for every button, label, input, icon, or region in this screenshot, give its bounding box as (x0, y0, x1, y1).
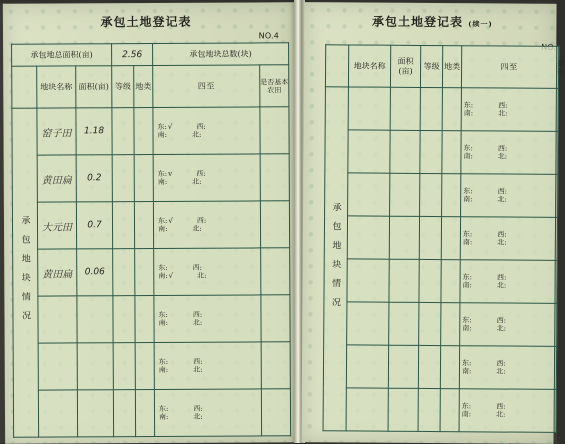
grade-cell (418, 345, 440, 388)
west-label: 西: (196, 170, 205, 178)
east-label: 东: (158, 264, 167, 272)
south-label: 南: (463, 152, 472, 160)
grade-cell (418, 388, 440, 431)
north-label: 北: (497, 195, 506, 203)
basic-farmland-cell (261, 389, 290, 436)
right-area-header: 面积(亩) (390, 45, 420, 87)
grade-cell (420, 87, 442, 130)
boundary-cell (459, 346, 554, 390)
grade-cell (113, 390, 135, 437)
grade-cell (419, 259, 441, 302)
area-cell (390, 173, 420, 216)
category-cell (442, 131, 461, 174)
boundary-cell (459, 389, 554, 433)
north-label: 北: (193, 413, 202, 421)
south-label: 南: (159, 413, 168, 421)
right-side-label: 承包地块情况 (323, 87, 348, 431)
grade-cell (112, 155, 134, 202)
south-label: 南: (158, 272, 167, 280)
south-label: 南: (158, 178, 167, 186)
area-cell (389, 302, 419, 345)
boundary-cell (154, 295, 261, 343)
grade-cell (420, 173, 442, 216)
boundary-cell (153, 154, 260, 202)
right-page-title (306, 12, 558, 31)
boundary-cell (461, 174, 556, 218)
right-plot-row-5 (324, 259, 557, 304)
plot-area: 0.2 (76, 155, 112, 202)
west-label: 西: (196, 123, 205, 131)
area-cell (390, 87, 420, 130)
grade-header: 等级 (112, 66, 134, 108)
basic-farmland-cell (556, 174, 558, 217)
plot-name-cell (348, 87, 390, 130)
category-cell (135, 389, 154, 436)
right-plot-row-4 (324, 216, 557, 261)
plot-name-cell (348, 173, 390, 216)
plot-name-cell (347, 302, 389, 345)
left-page-title: 承包土地登记表 (0, 12, 292, 31)
left-register-page (3, 2, 297, 444)
category-header: 地类 (134, 65, 153, 107)
left-registration-table (11, 42, 291, 437)
south-label: 南: (158, 131, 167, 139)
plot-name-cell (346, 345, 388, 388)
left-header-row (12, 65, 289, 108)
plot-name: 大元田 (37, 202, 76, 249)
grade-cell (112, 202, 134, 249)
basic-farmland-cell (555, 303, 557, 346)
south-label: 南: (158, 225, 167, 233)
boundary-cell (153, 201, 260, 249)
south-label: 南: (462, 324, 471, 332)
right-plot-row-7 (323, 345, 556, 390)
plot-area (77, 343, 113, 390)
grade-cell (419, 302, 441, 345)
north-label: 北: (497, 281, 506, 289)
plot-name (38, 390, 77, 437)
north-label: 北: (197, 272, 206, 280)
left-page-number: NO.4 (259, 31, 279, 40)
right-plot-row-6 (324, 302, 557, 347)
total-area-label: 承包地总面积(亩) (12, 44, 112, 67)
left-summary-row (12, 43, 289, 66)
plot-row-5 (13, 295, 290, 343)
north-label: 北: (496, 410, 505, 418)
north-label: 北: (193, 366, 202, 374)
basic-farmland-header: 是否基本农田 (260, 65, 289, 107)
left-side-label: 承包地块情况 (12, 108, 39, 437)
area-cell (389, 216, 419, 259)
plot-area: 1.18 (76, 108, 112, 155)
north-label: 北: (498, 152, 507, 160)
right-title-main: 承包土地登记表 (372, 15, 463, 30)
grade-cell (113, 296, 135, 343)
east-label: 东: (159, 405, 168, 413)
basic-farmland-cell (555, 217, 557, 260)
plot-row-6 (13, 342, 290, 390)
east-label: 东: (158, 311, 167, 319)
west-label: 西: (497, 230, 506, 238)
right-plot-row-2 (325, 130, 558, 175)
plot-area: 0.06 (77, 249, 113, 296)
category-cell (134, 201, 153, 248)
area-cell (388, 388, 418, 431)
east-label: 东: (464, 101, 473, 109)
east-check-mark: √ (168, 123, 173, 131)
right-header-row (325, 45, 558, 89)
right-boundaries-header: 四至 (461, 46, 556, 89)
west-label: 西: (497, 273, 506, 281)
west-label: 西: (496, 359, 505, 367)
boundary-cell (460, 217, 555, 261)
continued-label: (续一) (468, 19, 493, 28)
category-cell (442, 174, 461, 217)
basic-farmland-cell (556, 88, 558, 131)
east-label: 东: (463, 273, 472, 281)
west-label: 西: (498, 101, 507, 109)
east-label: 东: (463, 144, 472, 152)
area-cell (389, 259, 419, 302)
plot-name: 黄田扁 (37, 155, 76, 202)
plot-row-3 (12, 201, 289, 249)
plot-area (77, 390, 113, 437)
north-label: 北: (192, 178, 201, 186)
north-label: 北: (496, 367, 505, 375)
grade-cell (113, 249, 135, 296)
category-cell (134, 154, 153, 201)
west-label: 西: (193, 264, 202, 272)
plot-row-2 (12, 154, 289, 202)
basic-farmland-cell (260, 107, 289, 154)
category-cell (135, 295, 154, 342)
south-label: 南: (464, 109, 473, 117)
east-label: 东: (462, 359, 471, 367)
right-registration-table (323, 44, 560, 433)
boundary-cell (154, 389, 261, 437)
plot-row-7 (13, 389, 290, 437)
south-label: 南: (462, 367, 471, 375)
plot-row-4 (13, 248, 290, 296)
area-cell (388, 345, 418, 388)
right-plot-row-1 (325, 87, 558, 132)
east-label: 东: (158, 123, 167, 131)
south-check-mark: √ (169, 272, 174, 280)
basic-farmland-cell (261, 295, 290, 342)
boundary-cell (154, 342, 261, 390)
north-label: 北: (192, 225, 201, 233)
plot-name-cell (347, 216, 389, 259)
north-label: 北: (498, 109, 507, 117)
boundary-cell (461, 88, 556, 132)
south-label: 南: (463, 281, 472, 289)
right-grade-header: 等级 (420, 45, 442, 87)
plot-name (38, 296, 77, 343)
area-cell (390, 130, 420, 173)
west-label: 西: (497, 316, 506, 324)
right-plot-row-8 (323, 388, 556, 433)
category-cell (442, 88, 461, 131)
west-label: 西: (496, 402, 505, 410)
plot-name (38, 343, 77, 390)
basic-farmland-cell (261, 248, 290, 295)
north-label: 北: (497, 324, 506, 332)
east-check-mark: √ (168, 217, 173, 225)
right-register-page (301, 2, 556, 444)
category-cell (440, 389, 459, 432)
left-corner-cell (12, 66, 37, 108)
total-area-value: 2.56 (112, 43, 153, 65)
west-label: 西: (193, 358, 202, 366)
right-plot-row-3 (325, 173, 558, 218)
east-label: 东: (463, 230, 472, 238)
grade-cell (113, 343, 135, 390)
south-label: 南: (159, 319, 168, 327)
right-category-header: 地类 (442, 46, 461, 88)
boundary-cell (460, 260, 555, 304)
basic-farmland-cell (261, 342, 290, 389)
grade-cell (112, 108, 134, 155)
category-cell (441, 303, 460, 346)
category-cell (134, 107, 153, 154)
grade-cell (420, 130, 442, 173)
category-cell (440, 346, 459, 389)
west-label: 西: (498, 144, 507, 152)
plot-name: 窑子田 (37, 108, 76, 155)
right-plot-name-header: 地块名称 (348, 45, 390, 87)
north-label: 北: (192, 131, 201, 139)
east-label: 东: (158, 170, 167, 178)
boundaries-header: 四至 (153, 65, 260, 108)
basic-farmland-cell (260, 201, 289, 248)
west-label: 西: (498, 187, 507, 195)
category-cell (441, 260, 460, 303)
plot-count-label: 承包地块总数(块) (153, 43, 289, 66)
plot-name-header: 地块名称 (37, 66, 76, 108)
south-label: 南: (462, 410, 471, 418)
plot-name: 黄田扁 (38, 249, 77, 296)
east-label: 东: (462, 316, 471, 324)
basic-farmland-cell (554, 346, 556, 389)
basic-farmland-cell (260, 154, 289, 201)
east-check-mark: v (168, 170, 172, 178)
east-label: 东: (463, 187, 472, 195)
south-label: 南: (159, 366, 168, 374)
category-cell (135, 342, 154, 389)
category-cell (441, 217, 460, 260)
grade-cell (419, 216, 441, 259)
boundary-cell (153, 107, 260, 155)
north-label: 北: (193, 319, 202, 327)
east-label: 东: (159, 358, 168, 366)
area-header: 面积(亩) (76, 66, 112, 108)
basic-farmland-cell (555, 260, 557, 303)
south-label: 南: (463, 195, 472, 203)
category-cell (135, 248, 154, 295)
basic-farmland-cell (554, 389, 556, 432)
plot-row-1 (12, 107, 289, 155)
east-label: 东: (158, 217, 167, 225)
west-label: 西: (193, 311, 202, 319)
plot-area: 0.7 (76, 202, 112, 249)
plot-name-cell (348, 130, 390, 173)
south-label: 南: (463, 238, 472, 246)
plot-name-cell (346, 388, 388, 431)
north-label: 北: (497, 238, 506, 246)
west-label: 西: (193, 405, 202, 413)
boundary-cell (154, 248, 261, 296)
right-basic-farmland-header: 是否 (556, 46, 558, 88)
plot-name-cell (347, 259, 389, 302)
west-label: 西: (197, 217, 206, 225)
boundary-cell (461, 131, 556, 175)
right-corner-cell (325, 45, 348, 87)
basic-farmland-cell (556, 131, 558, 174)
plot-area (77, 296, 113, 343)
east-label: 东: (462, 402, 471, 410)
boundary-cell (460, 303, 555, 347)
